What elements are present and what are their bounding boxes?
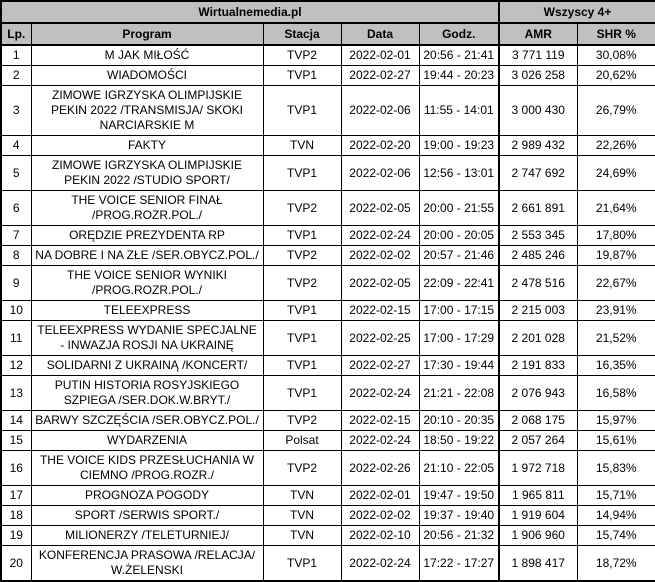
cell-amr: 2 478 516	[499, 266, 577, 301]
table-row	[1, 156, 655, 191]
cell-amr: 3 026 258	[499, 66, 577, 86]
cell-shr: 15,71%	[577, 486, 655, 506]
cell-godz: 19:00 - 19:23	[419, 136, 499, 156]
cell-stacja: TVN	[263, 486, 341, 506]
table-row	[1, 486, 655, 506]
column-header-shr: SHR %	[577, 23, 655, 45]
cell-lp: 1	[1, 45, 31, 66]
table-row	[1, 136, 655, 156]
cell-shr: 15,97%	[577, 411, 655, 431]
cell-godz: 21:10 - 22:05	[419, 451, 499, 486]
table-row	[1, 431, 655, 451]
cell-program: THE VOICE SENIOR WYNIKI /PROG.ROZR.POL./	[31, 266, 263, 301]
table-header	[1, 1, 655, 45]
cell-stacja: TVP1	[263, 86, 341, 136]
cell-stacja: Polsat	[263, 431, 341, 451]
cell-amr: 2 068 175	[499, 411, 577, 431]
cell-shr: 15,74%	[577, 526, 655, 546]
cell-lp: 11	[1, 321, 31, 356]
table-row	[1, 301, 655, 321]
cell-godz: 20:00 - 21:55	[419, 191, 499, 226]
cell-data: 2022-02-06	[341, 86, 419, 136]
cell-stacja: TVP1	[263, 356, 341, 376]
cell-lp: 6	[1, 191, 31, 226]
cell-godz: 20:00 - 20:05	[419, 226, 499, 246]
cell-data: 2022-02-06	[341, 156, 419, 191]
cell-program: ZIMOWE IGRZYSKA OLIMPIJSKIE PEKIN 2022 /TRANSMISJA/ SKOKI NARCIARSKIE M	[31, 86, 263, 136]
cell-program: WYDARZENIA	[31, 431, 263, 451]
table-body	[1, 45, 655, 581]
cell-program: ZIMOWE IGRZYSKA OLIMPIJSKIE PEKIN 2022 /STUDIO SPORT/	[31, 156, 263, 191]
cell-lp: 17	[1, 486, 31, 506]
cell-shr: 14,94%	[577, 506, 655, 526]
table-row	[1, 266, 655, 301]
cell-amr: 1 898 417	[499, 546, 577, 582]
cell-program: FAKTY	[31, 136, 263, 156]
cell-amr: 2 076 943	[499, 376, 577, 411]
cell-data: 2022-02-26	[341, 451, 419, 486]
cell-amr: 1 972 718	[499, 451, 577, 486]
cell-shr: 22,67%	[577, 266, 655, 301]
cell-program: PUTIN HISTORIA ROSYJSKIEGO SZPIEGA /SER.DOK.W.BRYT./	[31, 376, 263, 411]
source-title: Wirtualnemedia.pl	[1, 1, 499, 23]
cell-godz: 21:21 - 22:08	[419, 376, 499, 411]
table-row	[1, 45, 655, 66]
cell-godz: 17:22 - 17:27	[419, 546, 499, 582]
cell-program: WIADOMOŚCI	[31, 66, 263, 86]
cell-godz: 20:56 - 21:41	[419, 45, 499, 66]
cell-lp: 3	[1, 86, 31, 136]
cell-shr: 30,08%	[577, 45, 655, 66]
cell-program: TELEEXPRESS	[31, 301, 263, 321]
cell-shr: 22,26%	[577, 136, 655, 156]
cell-data: 2022-02-25	[341, 321, 419, 356]
cell-godz: 22:09 - 22:41	[419, 266, 499, 301]
cell-stacja: TVP2	[263, 191, 341, 226]
cell-godz: 12:56 - 13:01	[419, 156, 499, 191]
column-header-godz: Godz.	[419, 23, 499, 45]
cell-data: 2022-02-24	[341, 226, 419, 246]
cell-lp: 13	[1, 376, 31, 411]
cell-lp: 14	[1, 411, 31, 431]
cell-shr: 15,83%	[577, 451, 655, 486]
cell-program: SOLIDARNI Z UKRAINĄ /KONCERT/	[31, 356, 263, 376]
table-row	[1, 526, 655, 546]
cell-data: 2022-02-02	[341, 246, 419, 266]
table-row	[1, 506, 655, 526]
cell-stacja: TVP2	[263, 266, 341, 301]
cell-godz: 19:37 - 19:40	[419, 506, 499, 526]
cell-lp: 5	[1, 156, 31, 191]
cell-amr: 3 000 430	[499, 86, 577, 136]
cell-stacja: TVP2	[263, 451, 341, 486]
cell-stacja: TVP1	[263, 321, 341, 356]
cell-godz: 18:50 - 19:22	[419, 431, 499, 451]
cell-lp: 2	[1, 66, 31, 86]
cell-program: SPORT /SERWIS SPORT./	[31, 506, 263, 526]
cell-lp: 7	[1, 226, 31, 246]
cell-lp: 12	[1, 356, 31, 376]
cell-amr: 2 747 692	[499, 156, 577, 191]
table-row	[1, 356, 655, 376]
cell-stacja: TVN	[263, 506, 341, 526]
cell-shr: 21,52%	[577, 321, 655, 356]
cell-amr: 2 553 345	[499, 226, 577, 246]
cell-data: 2022-02-24	[341, 546, 419, 582]
cell-godz: 19:44 - 20:23	[419, 66, 499, 86]
cell-lp: 10	[1, 301, 31, 321]
cell-amr: 2 215 003	[499, 301, 577, 321]
cell-amr: 3 771 119	[499, 45, 577, 66]
cell-shr: 26,79%	[577, 86, 655, 136]
cell-lp: 16	[1, 451, 31, 486]
cell-shr: 16,58%	[577, 376, 655, 411]
cell-stacja: TVP1	[263, 546, 341, 582]
cell-lp: 20	[1, 546, 31, 582]
table-row	[1, 411, 655, 431]
table-row	[1, 191, 655, 226]
cell-stacja: TVP1	[263, 66, 341, 86]
cell-shr: 17,80%	[577, 226, 655, 246]
table-row	[1, 66, 655, 86]
cell-amr: 2 191 833	[499, 356, 577, 376]
cell-amr: 1 919 604	[499, 506, 577, 526]
cell-shr: 16,35%	[577, 356, 655, 376]
cell-stacja: TVP2	[263, 411, 341, 431]
cell-shr: 23,91%	[577, 301, 655, 321]
audience-group-title: Wszyscy 4+	[499, 1, 655, 23]
cell-shr: 20,62%	[577, 66, 655, 86]
cell-godz: 17:00 - 17:29	[419, 321, 499, 356]
table-row	[1, 86, 655, 136]
cell-amr: 2 661 891	[499, 191, 577, 226]
column-header-row	[1, 23, 655, 45]
cell-program: NA DOBRE I NA ZŁE /SER.OBYCZ.POL./	[31, 246, 263, 266]
cell-godz: 11:55 - 14:01	[419, 86, 499, 136]
table-row	[1, 321, 655, 356]
cell-shr: 21,64%	[577, 191, 655, 226]
cell-shr: 24,69%	[577, 156, 655, 191]
cell-amr: 2 989 432	[499, 136, 577, 156]
cell-data: 2022-02-01	[341, 45, 419, 66]
cell-data: 2022-02-24	[341, 376, 419, 411]
cell-shr: 15,61%	[577, 431, 655, 451]
cell-godz: 19:47 - 19:50	[419, 486, 499, 506]
cell-program: THE VOICE SENIOR FINAŁ /PROG.ROZR.POL./	[31, 191, 263, 226]
cell-stacja: TVP1	[263, 301, 341, 321]
cell-program: PROGNOZA POGODY	[31, 486, 263, 506]
cell-lp: 9	[1, 266, 31, 301]
cell-stacja: TVN	[263, 526, 341, 546]
cell-program: ORĘDZIE PREZYDENTA RP	[31, 226, 263, 246]
cell-stacja: TVP2	[263, 45, 341, 66]
cell-stacja: TVN	[263, 136, 341, 156]
cell-data: 2022-02-24	[341, 431, 419, 451]
cell-data: 2022-02-10	[341, 526, 419, 546]
cell-program: M JAK MIŁOŚĆ	[31, 45, 263, 66]
cell-amr: 1 906 960	[499, 526, 577, 546]
cell-godz: 20:56 - 21:32	[419, 526, 499, 546]
cell-stacja: TVP1	[263, 156, 341, 191]
cell-godz: 17:00 - 17:15	[419, 301, 499, 321]
cell-lp: 18	[1, 506, 31, 526]
cell-data: 2022-02-15	[341, 411, 419, 431]
cell-lp: 8	[1, 246, 31, 266]
column-header-data: Data	[341, 23, 419, 45]
column-header-program: Program	[31, 23, 263, 45]
column-header-stacja: Stacja	[263, 23, 341, 45]
cell-lp: 19	[1, 526, 31, 546]
cell-stacja: TVP1	[263, 376, 341, 411]
table-row	[1, 226, 655, 246]
cell-amr: 1 965 811	[499, 486, 577, 506]
cell-stacja: TVP1	[263, 226, 341, 246]
cell-data: 2022-02-05	[341, 191, 419, 226]
cell-shr: 18,72%	[577, 546, 655, 582]
table-row	[1, 376, 655, 411]
column-header-lp: Lp.	[1, 23, 31, 45]
column-header-amr: AMR	[499, 23, 577, 45]
cell-godz: 20:57 - 21:46	[419, 246, 499, 266]
table-row	[1, 546, 655, 582]
table-row	[1, 451, 655, 486]
table-row	[1, 246, 655, 266]
cell-data: 2022-02-27	[341, 356, 419, 376]
cell-data: 2022-02-01	[341, 486, 419, 506]
cell-program: TELEEXPRESS WYDANIE SPECJALNE - INWAZJA ROSJI NA UKRAINĘ	[31, 321, 263, 356]
cell-lp: 15	[1, 431, 31, 451]
cell-stacja: TVP2	[263, 246, 341, 266]
cell-data: 2022-02-05	[341, 266, 419, 301]
cell-godz: 20:10 - 20:35	[419, 411, 499, 431]
cell-amr: 2 485 246	[499, 246, 577, 266]
cell-data: 2022-02-15	[341, 301, 419, 321]
cell-lp: 4	[1, 136, 31, 156]
cell-program: BARWY SZCZĘŚCIA /SER.OBYCZ.POL./	[31, 411, 263, 431]
source-header-row	[1, 1, 655, 23]
cell-shr: 19,87%	[577, 246, 655, 266]
cell-amr: 2 201 028	[499, 321, 577, 356]
cell-program: MILIONERZY /TELETURNIEJ/	[31, 526, 263, 546]
cell-data: 2022-02-27	[341, 66, 419, 86]
cell-data: 2022-02-20	[341, 136, 419, 156]
cell-data: 2022-02-02	[341, 506, 419, 526]
cell-program: KONFERENCJA PRASOWA /RELACJA/ W.ŻELENSKI	[31, 546, 263, 582]
cell-godz: 17:30 - 19:44	[419, 356, 499, 376]
cell-amr: 2 057 264	[499, 431, 577, 451]
cell-program: THE VOICE KIDS PRZESŁUCHANIA W CIEMNO /PROG.ROZR./	[31, 451, 263, 486]
